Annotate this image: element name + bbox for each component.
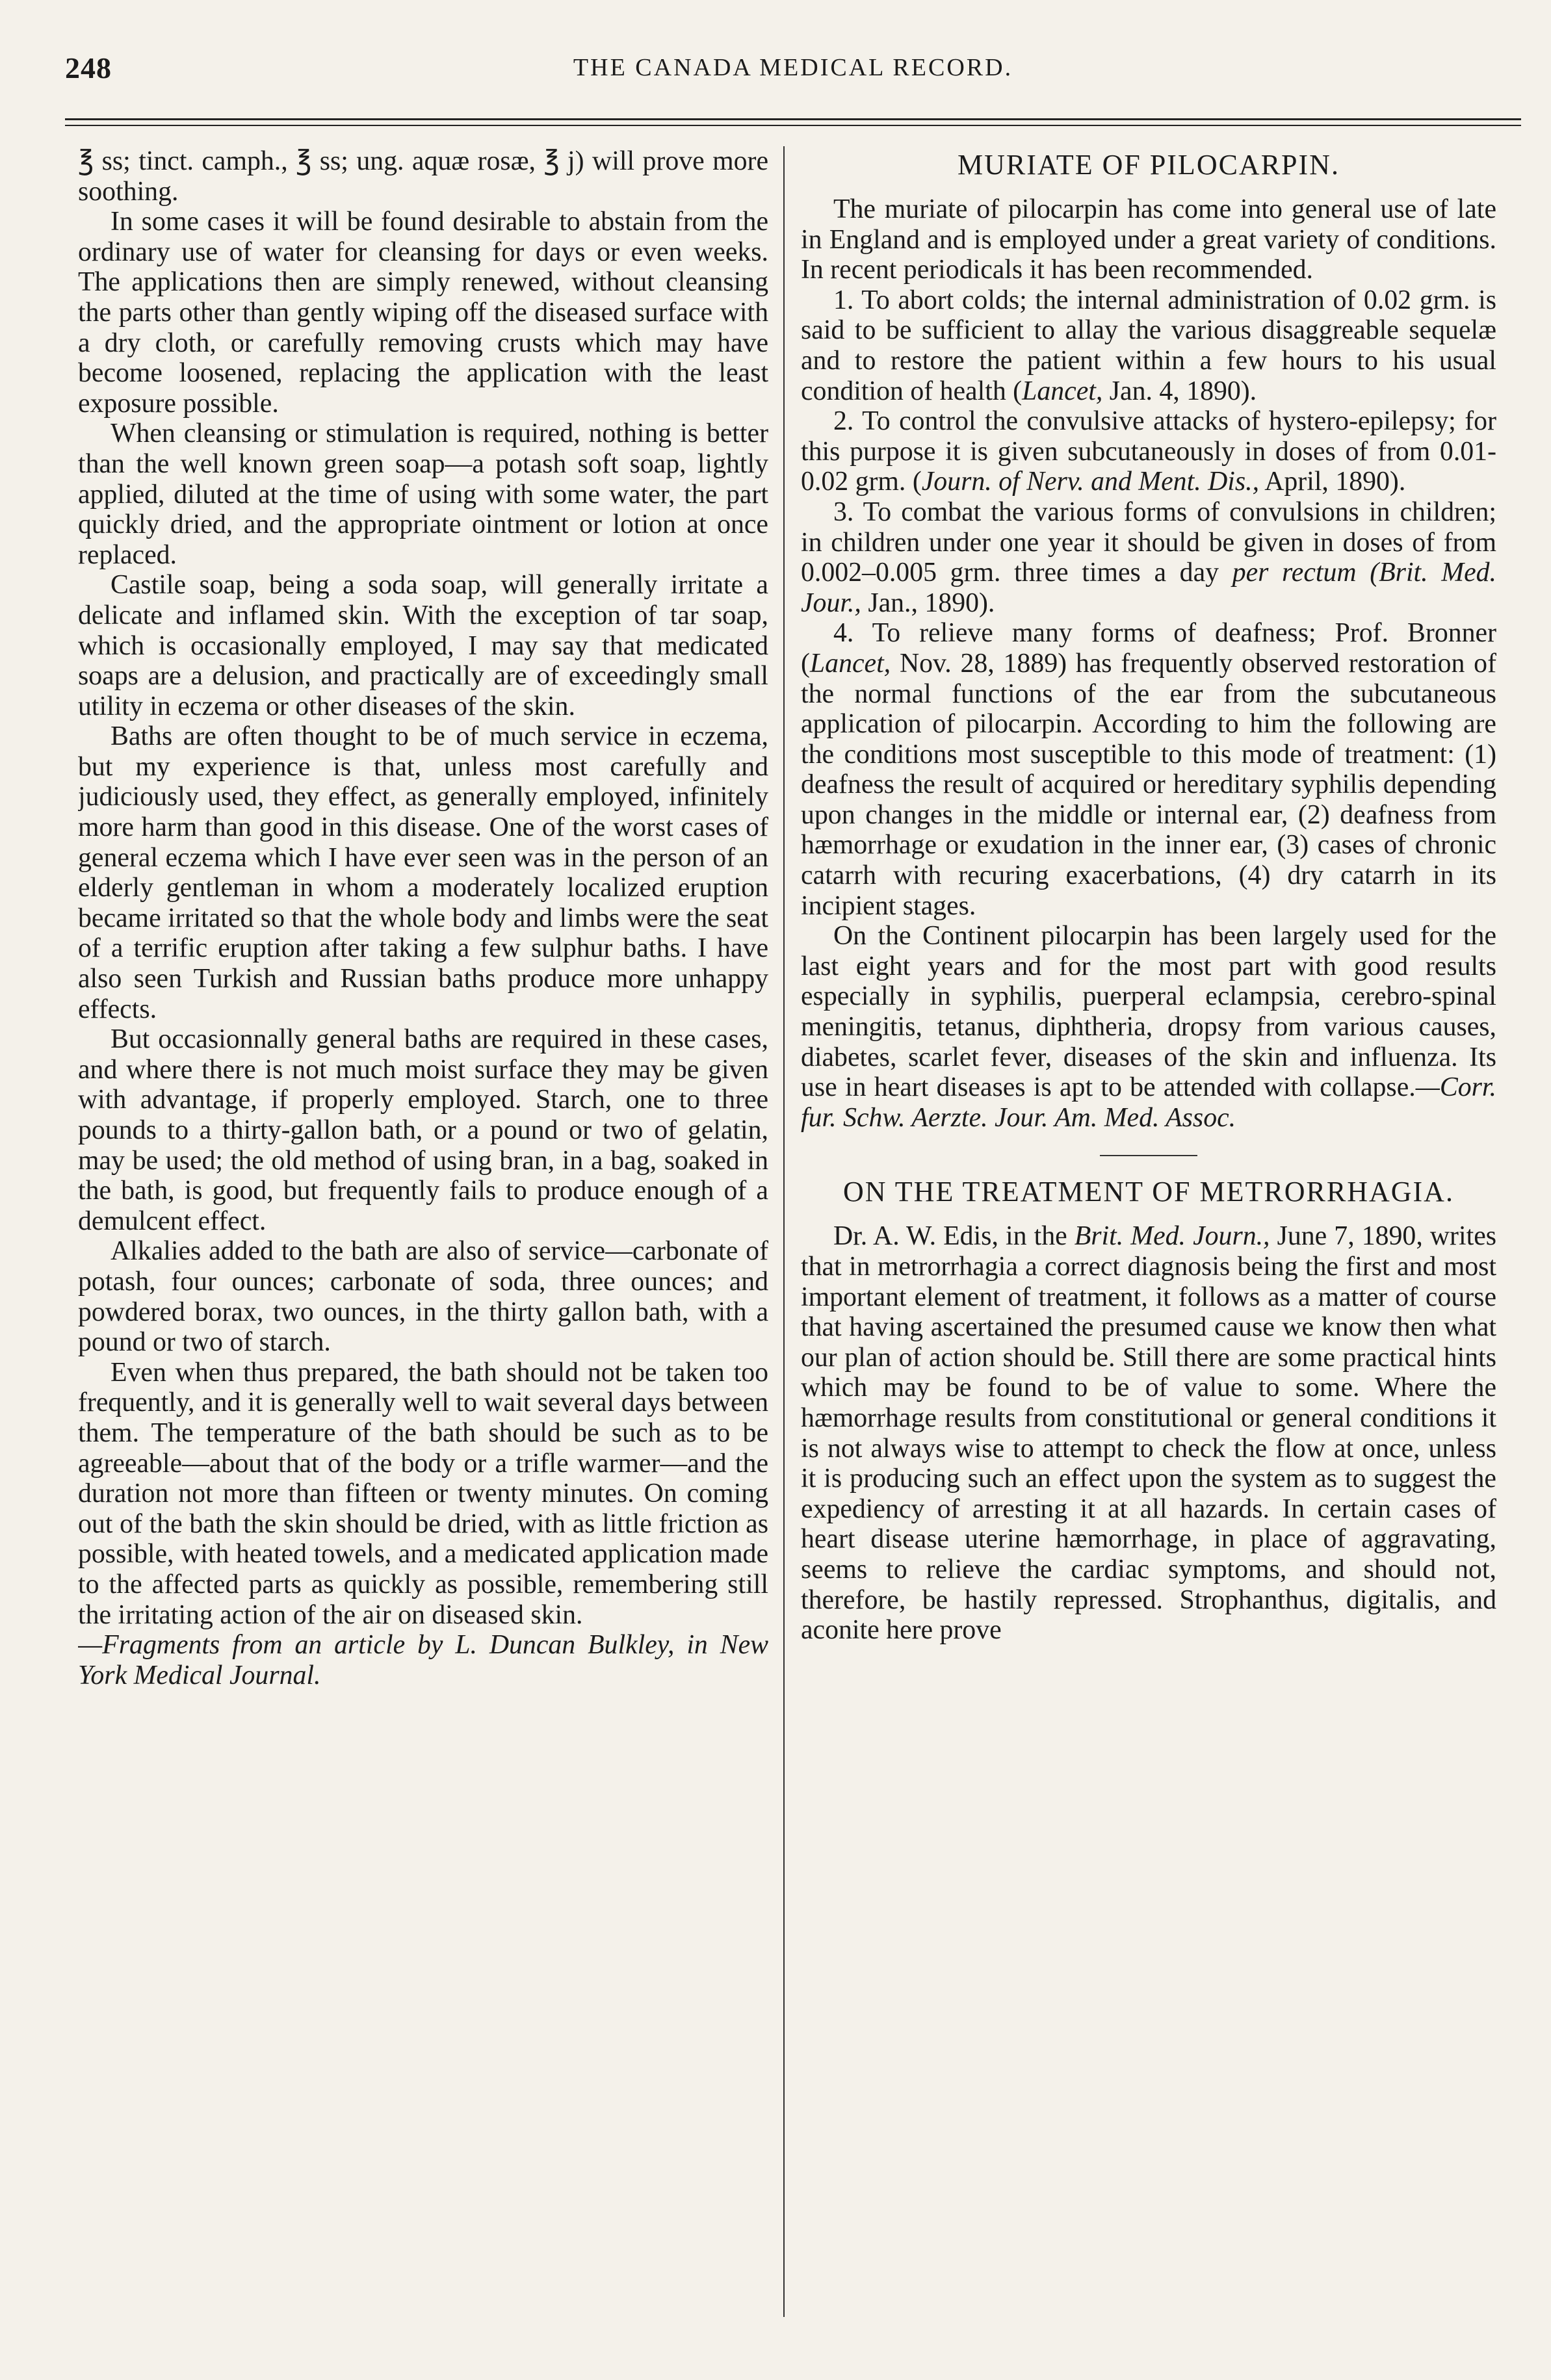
paragraph: But occasionnally general baths are required in these cases, and where there is not much moist surface they may be given with advantage, if properly employed. Starch, one to three pounds to a thirty-gallon bath, or a pound or two of gelatin, may be used; the old method of using bran, in a bag, soaked in the bath, is good, but frequently fails to produce enough of a demulcent effect. [78, 1024, 768, 1236]
paragraph [801, 921, 1496, 1133]
citation: Lancet, [809, 648, 891, 679]
paragraph [801, 618, 1496, 921]
paragraph: Even when thus prepared, the bath should not be taken too frequently, and it is generally well to wait several days between them. The temperature of the bath should be such as to be agreeable—about that of the body or a trifle warmer—and the duration not more than fifteen or twenty minutes. On coming out of the bath the skin should be dried, with as little friction as possible, with heated towels, and a medicated application made to the affected parts as quickly as possible, remembering still the irritating action of the air on diseased skin. [78, 1357, 768, 1630]
text: Dr. A. W. Edis, in the [833, 1221, 1075, 1252]
right-column [801, 146, 1496, 2328]
citation: Brit. Med. Journ., [1074, 1221, 1270, 1252]
section-title-pilocarpin: MURIATE OF PILOCARPIN. [958, 149, 1340, 181]
citation: Journ. of Nerv. and Ment. Dis., [921, 467, 1260, 497]
page-number: 248 [65, 51, 112, 84]
paragraph: The muriate of pilocarpin has come into general use of late in England and is employed under a great variety of conditions. In recent periodicals it has been recommended. [801, 194, 1496, 285]
text: April, 1890). [1259, 467, 1406, 497]
running-title: THE CANADA MEDICAL RECORD. [573, 54, 1013, 81]
paragraph: ℥ ss; tinct. camph., ℥ ss; ung. aquæ rosæ, ℥ j) will prove more soothing. [78, 146, 768, 207]
header-rule-bottom [65, 125, 1521, 126]
paragraph: When cleansing or stimulation is required, nothing is better than the well known green soap—a potash soft soap, lightly applied, diluted at the time of using with some water, the part quickly dried, and the appropriate ointment or lotion at once replaced. [78, 419, 768, 570]
section-divider [1100, 1155, 1197, 1156]
article-source-citation: —Fragments from an article by L. Duncan Bulkley, in New York Medical Journal. [78, 1630, 768, 1690]
citation: —Corr. fur. Schw. Aerzte. Jour. Am. Med. Assoc. [801, 1072, 1496, 1133]
text: Jan., 1890). [861, 588, 995, 618]
text: 2. To control the convulsive attacks of hystero-epilepsy; for this purpose it is given subcutaneously in doses of from 0.01-0.02 grm. ( [801, 406, 1496, 497]
paragraph: Alkalies added to the bath are also of service—carbonate of potash, four ounces; carbonate of soda, three ounces; and powdered borax, two ounces, in the thirty gallon bath, with a pound or two of starch. [78, 1236, 768, 1358]
text: 4. To relieve many forms of deafness; Prof. Bronner ( [801, 618, 1496, 679]
paragraph [801, 497, 1496, 618]
paragraph [801, 1221, 1496, 1645]
text: On the Continent pilocarpin has been largely used for the last eight years and for the most part with good results especially in syphilis, puerperal eclampsia, cerebro-spinal meningitis, tetanus, diphtheria, dropsy from various causes, diabetes, scarlet fever, diseases of the skin and influenza. Its use in heart diseases is apt to be attended with collapse. [801, 921, 1496, 1103]
header-rule-top [65, 118, 1521, 120]
citation: Lancet, [1022, 376, 1103, 406]
text: 3. To combat the various forms of convulsions in children; in children under one year it should be given in doses of from 0.002–0.005 grm. three times a day [801, 497, 1496, 588]
paragraph [801, 285, 1496, 406]
paragraph: Baths are often thought to be of much service in eczema, but my experience is that, unless most carefully and judiciously used, they effect, as generally employed, infinitely more harm than good in this disease. One of the worst cases of general eczema which I have ever seen was in the person of an elderly gentleman in whom a moderately localized eruption became irritated so that the whole body and limbs were the seat of a terrific eruption after taking a few sulphur baths. I have also seen Turkish and Russian baths produce more unhappy effects. [78, 721, 768, 1024]
left-column [78, 146, 768, 2328]
text: 1. To abort colds; the internal administration of 0.02 grm. is said to be sufficient to allay the various disaggreable sequelæ and to restore the patient within a few hours to his usual condition of health ( [801, 285, 1496, 406]
paragraph: Castile soap, being a soda soap, will generally irritate a delicate and inflamed skin. With the exception of tar soap, which is occasionally employed, I may say that medicated soaps are a delusion, and practically are of exceedingly small utility in eczema or other diseases of the skin. [78, 570, 768, 721]
paragraph [801, 406, 1496, 497]
citation: per rectum (Brit. Med. Jour., [801, 558, 1496, 618]
text: Jan. 4, 1890). [1102, 376, 1257, 406]
column-divider [783, 146, 785, 2317]
text: Nov. 28, 1889) has frequently observed restoration of the normal functions of the ear from the subcutaneous application of pilocarpin. According to him the following are the conditions most susceptible to this mode of treatment: (1) deafness the result of acquired or hereditary syphilis depending upon changes in the middle or internal ear, (2) deafness from hæmorrhage or exudation in the inner ear, (3) cases of chronic catarrh with recuring exacerbations, (4) dry catarrh in its incipient stages. [801, 648, 1496, 921]
paragraph: In some cases it will be found desirable to abstain from the ordinary use of water for cleansing for days or even weeks. The applications then are simply renewed, without cleansing the parts other than gently wiping off the diseased surface with a dry cloth, or carefully removing crusts which may have become loosened, replacing the application with the least exposure possible. [78, 207, 768, 419]
section-title-metrorrhagia: ON THE TREATMENT OF METRORRHAGIA. [843, 1176, 1454, 1208]
page-header [65, 51, 1521, 90]
text: June 7, 1890, writes that in metrorrhagia a correct diagnosis being the first and most important element of treatment, it follows as a matter of course that having ascertained the presumed cause we know then what our plan of action should be. Still there are some practical hints which may be found to be of value to some. Where the hæmorrhage results from constitutional or general conditions it is not always wise to attempt to check the flow at once, unless it is producing such an effect upon the system as to suggest the expediency of arresting it at all hazards. In certain cases of heart disease uterine hæmorrhage, in place of aggravating, seems to relieve the cardiac symptoms, and should not, therefore, be hastily repressed. Strophanthus, digitalis, and aconite here prove [801, 1221, 1496, 1646]
